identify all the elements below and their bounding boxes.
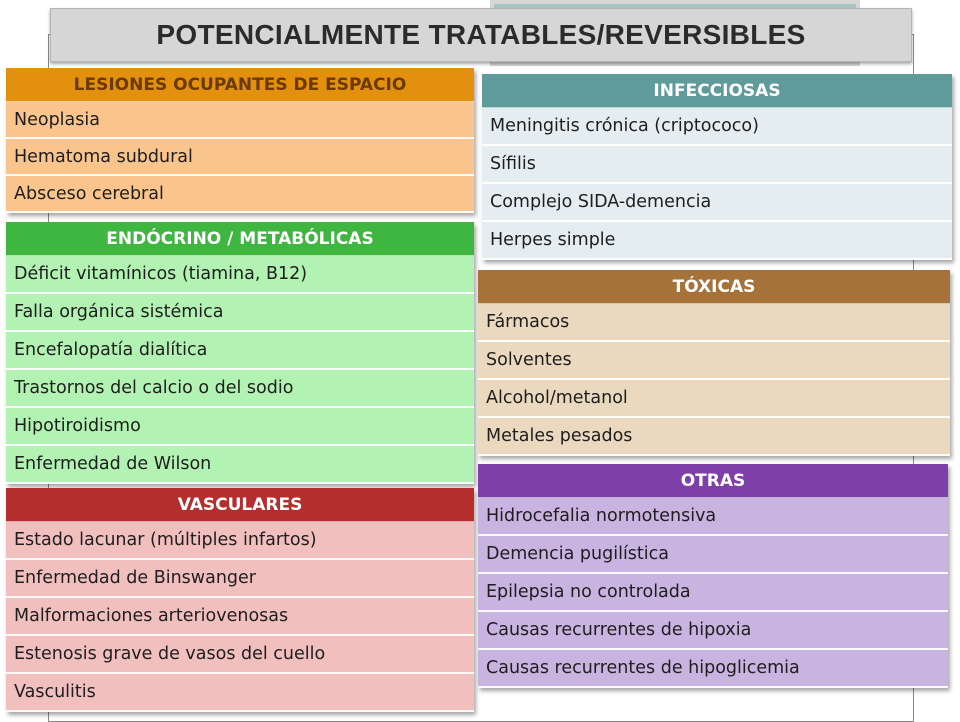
list-item: Metales pesados	[478, 418, 950, 456]
list-item: Malformaciones arteriovenosas	[6, 598, 474, 636]
page-title: POTENCIALMENTE TRATABLES/REVERSIBLES	[156, 19, 806, 50]
title-bar	[50, 8, 912, 62]
panel-header-infecciosas: INFECCIOSAS	[482, 74, 952, 108]
list-item: Herpes simple	[482, 222, 952, 260]
list-item: Hipotiroidismo	[6, 408, 474, 446]
list-item: Falla orgánica sistémica	[6, 294, 474, 332]
panel-toxicas	[478, 270, 950, 456]
panel-vasculares	[6, 488, 474, 712]
list-item: Encefalopatía dialítica	[6, 332, 474, 370]
list-item: Neoplasia	[6, 102, 474, 139]
list-item: Hematoma subdural	[6, 139, 474, 176]
list-item: Vasculitis	[6, 674, 474, 712]
list-item: Trastornos del calcio o del sodio	[6, 370, 474, 408]
list-item: Enfermedad de Binswanger	[6, 560, 474, 598]
list-item: Estenosis grave de vasos del cuello	[6, 636, 474, 674]
panel-header-otras: OTRAS	[478, 464, 948, 498]
panel-infecciosas	[482, 74, 952, 260]
list-item: Absceso cerebral	[6, 176, 474, 213]
list-item: Meningitis crónica (criptococo)	[482, 108, 952, 146]
list-item: Epilepsia no controlada	[478, 574, 948, 612]
panel-header-vasculares: VASCULARES	[6, 488, 474, 522]
list-item: Alcohol/metanol	[478, 380, 950, 418]
list-item: Sífilis	[482, 146, 952, 184]
list-item: Enfermedad de Wilson	[6, 446, 474, 484]
list-item: Solventes	[478, 342, 950, 380]
list-item: Causas recurrentes de hipoglicemia	[478, 650, 948, 688]
list-item: Estado lacunar (múltiples infartos)	[6, 522, 474, 560]
list-item: Fármacos	[478, 304, 950, 342]
list-item: Hidrocefalia normotensiva	[478, 498, 948, 536]
panel-endocrino	[6, 222, 474, 484]
list-item: Déficit vitamínicos (tiamina, B12)	[6, 256, 474, 294]
panel-lesiones	[6, 68, 474, 213]
list-item: Complejo SIDA-demencia	[482, 184, 952, 222]
panel-header-toxicas: TÓXICAS	[478, 270, 950, 304]
list-item: Demencia pugilística	[478, 536, 948, 574]
panel-header-endocrino: ENDÓCRINO / METABÓLICAS	[6, 222, 474, 256]
list-item: Causas recurrentes de hipoxia	[478, 612, 948, 650]
panel-otras	[478, 464, 948, 688]
panel-header-lesiones: LESIONES OCUPANTES DE ESPACIO	[6, 68, 474, 102]
